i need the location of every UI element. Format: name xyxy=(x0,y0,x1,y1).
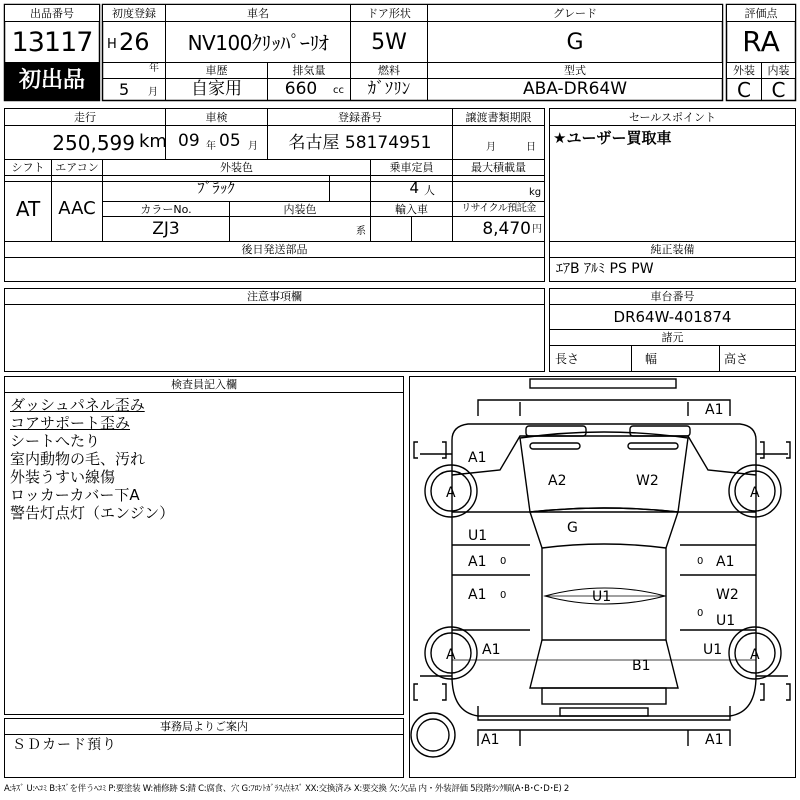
inspector-label: 検査員記入欄 xyxy=(5,377,403,392)
inspection-year-suffix: 年 xyxy=(206,141,216,152)
remark-line: 警告灯点灯（エンジン） xyxy=(10,504,175,522)
transfer-deadline-label: 譲渡書類期限 xyxy=(453,109,544,125)
inspection-year: 09 xyxy=(178,131,200,151)
hood xyxy=(520,432,688,512)
sales-point-label: セールスポイント xyxy=(550,109,795,125)
displacement: 660 xyxy=(284,79,318,99)
office-label: 事務局よりご案内 xyxy=(5,719,403,734)
inspection-label: 車検 xyxy=(166,109,267,125)
remark-line: 外装うすい線傷 xyxy=(10,468,116,486)
diagram-mark-tire-fr: A xyxy=(750,485,760,501)
model-code: ABA-DR64W xyxy=(522,79,628,99)
diagram-mark-front-left-fender: A1 xyxy=(468,450,487,466)
score: RA xyxy=(742,25,780,58)
car-name: NV100ｸﾘｯﾊﾟｰﾘｵ xyxy=(187,31,329,55)
score-label: 評価点 xyxy=(727,5,795,21)
length-label: 長さ xyxy=(555,352,580,366)
windshield xyxy=(530,508,678,548)
interior-label: 内装 xyxy=(762,63,795,78)
height-label: 高さ xyxy=(724,352,749,366)
later-parts-label: 後日発送部品 xyxy=(5,242,544,257)
first-listing-badge: 初出品 xyxy=(18,68,85,93)
import-label: 輸入車 xyxy=(371,202,452,216)
capacity-label: 乗車定員 xyxy=(371,160,452,175)
diagram-mark-roof: U1 xyxy=(592,589,612,605)
recycle-fee: 8,470 xyxy=(482,218,531,239)
chassis-no: DR64W-401874 xyxy=(613,307,732,326)
diagram-mark-hood-left: A2 xyxy=(548,473,567,489)
aircon: AAC xyxy=(58,197,96,219)
equipment-label: 純正装備 xyxy=(550,242,795,257)
int-color-suffix: 系 xyxy=(356,226,366,237)
diagram-mark-rear-right-fender: U1 xyxy=(703,642,723,658)
remark-line: シートへたり xyxy=(10,432,101,450)
diagram-mark-front-right-door: A1 xyxy=(716,554,735,570)
hood-line xyxy=(452,436,756,475)
rear-plate xyxy=(560,708,648,716)
remark-line: コアサポート歪み xyxy=(10,414,131,432)
diagram-mark-tire-rr: A xyxy=(750,647,760,663)
reg-year: 26 xyxy=(119,28,150,56)
recycle-label: リサイクル預託金 xyxy=(453,202,544,216)
front-bumper-outline xyxy=(478,400,730,416)
car-diagram xyxy=(409,376,795,777)
diagram-mark-rear-left-door-zero: 0 xyxy=(500,590,507,601)
max-load-label: 最大積載量 xyxy=(453,160,544,175)
lot-no-label: 出品番号 xyxy=(5,5,99,21)
inspection-month-suffix: 月 xyxy=(248,141,258,152)
deadline-day-suffix: 日 xyxy=(526,142,536,153)
diagram-mark-front-right-door-zero: 0 xyxy=(697,556,704,567)
inspection-month: 05 xyxy=(219,131,241,151)
diagram-mark-rear-right-door-2: U1 xyxy=(716,613,736,629)
diagram-mark-front-left-door-1: U1 xyxy=(468,528,488,544)
notes-label: 注意事項欄 xyxy=(5,289,544,304)
int-color-label: 内装色 xyxy=(230,202,370,216)
diagram-mark-front-left-door-zero: 0 xyxy=(500,556,507,567)
first-reg-label: 初度登録 xyxy=(103,5,165,21)
model-code-label: 型式 xyxy=(428,63,722,78)
front-plate-outline xyxy=(530,379,676,388)
displacement-label: 排気量 xyxy=(268,63,350,78)
exterior-label: 外装 xyxy=(727,63,761,78)
reg-year-suffix: 年 xyxy=(149,63,159,74)
ext-color: ﾌﾞﾗｯｸ xyxy=(197,179,235,197)
chassis-label: 車台番号 xyxy=(550,289,795,304)
aircon-label: エアコン xyxy=(52,160,102,175)
remark-line: ダッシュパネル歪み xyxy=(10,396,145,414)
diagram-mark-rear-right-door-zero: 0 xyxy=(697,608,704,619)
mileage: 250,599 xyxy=(52,131,135,155)
legend: A:ｷｽﾞ U:ﾍｺﾐ B:ｷｽﾞを伴うﾍｺﾐ P:要塗装 W:補修跡 S:錆 C:腐食、穴 G:ﾌﾛﾝﾄｶﾞﾗｽ点ｷｽﾞ XX:交換済み X:要交換 欠:欠品 内・外装評価 5段階ﾗﾝｸ順(A･B･C･D･E) 2 xyxy=(4,784,570,794)
diagram-mark-front-right: A1 xyxy=(705,402,724,418)
history: 自家用 xyxy=(191,79,242,99)
door-type: 5W xyxy=(371,30,407,55)
diagram-mark-front-left-door-2: A1 xyxy=(468,554,487,570)
shift: AT xyxy=(15,196,41,221)
diagram-mark-rear-bumper-right: A1 xyxy=(705,732,724,748)
dims-label: 諸元 xyxy=(550,330,795,345)
max-load xyxy=(453,176,525,201)
equipment: ｴｱB ｱﾙﾐ PS PW xyxy=(556,261,654,277)
plate: 名古屋 58174951 xyxy=(288,132,432,153)
diagram-mark-rear-left-fender: A1 xyxy=(482,642,501,658)
rear-bumper xyxy=(542,688,666,704)
color-no: ZJ3 xyxy=(152,218,180,239)
inspector-remarks xyxy=(10,396,174,522)
diagram-mark-tire-fl: A xyxy=(446,485,456,501)
rear-window xyxy=(530,640,678,688)
office-notice: ＳＤカード預り xyxy=(12,737,117,753)
max-load-unit: kg xyxy=(529,187,542,198)
lot-number: 13117 xyxy=(11,26,93,58)
int-color xyxy=(230,217,350,241)
diagram-mark-hood-right: W2 xyxy=(636,473,659,489)
history-label: 車歴 xyxy=(166,63,267,78)
sales-point: ★ユーザー買取車 xyxy=(553,129,672,147)
diagram-mark-rear-right-door-1: W2 xyxy=(716,587,739,603)
shift-label: シフト xyxy=(5,160,51,175)
diagram-mark-rear-window: B1 xyxy=(632,658,651,674)
plate-label: 登録番号 xyxy=(268,109,452,125)
grade: G xyxy=(566,30,584,55)
diagram-mark-rear-bumper-left: A1 xyxy=(481,732,500,748)
remark-line: ロッカーカバー下A xyxy=(10,486,140,504)
reg-month-suffix: 月 xyxy=(148,87,158,98)
fuel: ｶﾞｿﾘﾝ xyxy=(367,79,411,99)
interior-grade: C xyxy=(771,77,786,102)
era: H xyxy=(107,37,117,52)
reg-month: 5 xyxy=(119,80,130,99)
width-label: 幅 xyxy=(645,352,658,366)
diagram-mark-windshield: G xyxy=(567,520,578,536)
remark-line: 室内動物の毛、汚れ xyxy=(10,450,146,468)
diagram-mark-tire-rl: A xyxy=(446,647,456,663)
exterior-grade: C xyxy=(737,77,751,102)
color-no-label: カラーNo. xyxy=(103,202,229,216)
capacity: 4 xyxy=(409,179,419,197)
body-outline xyxy=(452,424,756,716)
diagram-mark-rear-left-door: A1 xyxy=(468,587,487,603)
grade-label: グレード xyxy=(428,5,722,21)
car-name-label: 車名 xyxy=(166,5,350,21)
fuel-label: 燃料 xyxy=(351,63,427,78)
door-label: ドア形状 xyxy=(351,5,427,21)
mileage-label: 走行 xyxy=(5,109,165,125)
recycle-fee-unit: 円 xyxy=(532,224,542,235)
mileage-unit: km xyxy=(139,131,167,152)
ext-color-label: 外装色 xyxy=(103,160,370,175)
deadline-month-suffix: 月 xyxy=(486,142,496,153)
capacity-unit: 人 xyxy=(424,184,435,197)
displacement-unit: cc xyxy=(333,85,344,96)
